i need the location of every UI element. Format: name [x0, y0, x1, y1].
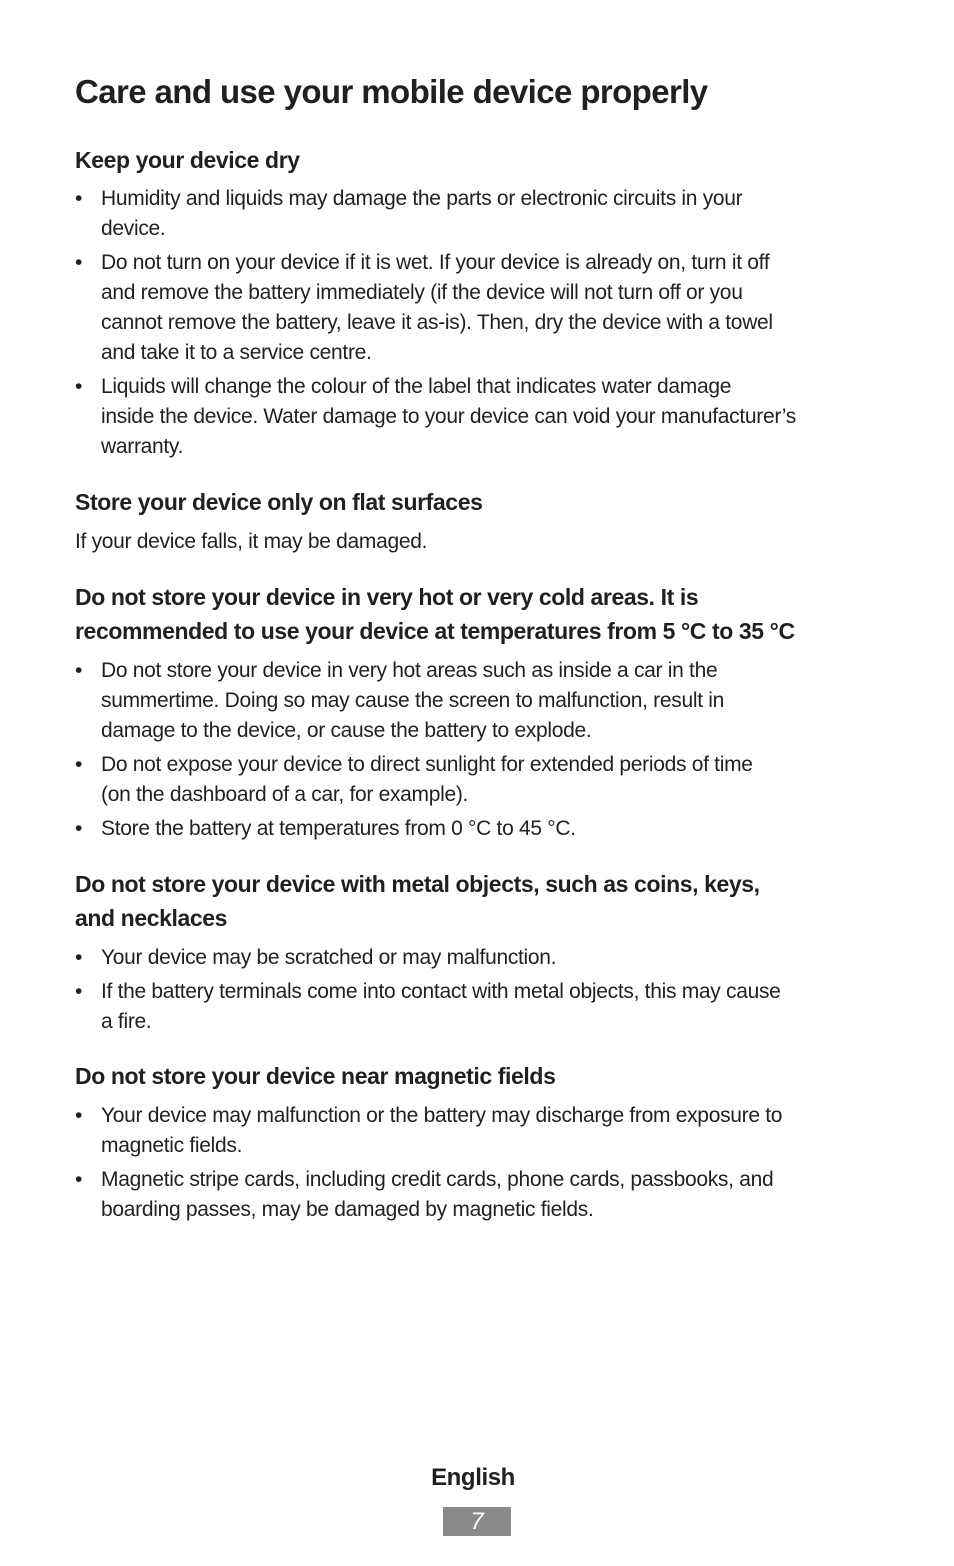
bullet-icon: •	[75, 817, 83, 840]
list-item-line: summertime. Doing so may cause the screen to malfunction, result in	[101, 689, 725, 712]
footer-language: English	[431, 1464, 515, 1491]
list-item-line: Store the battery at temperatures from 0 °C to 45 °C.	[101, 817, 576, 840]
list-item-line: damage to the device, or cause the battery to explode.	[101, 719, 592, 742]
list-item	[75, 977, 895, 1037]
bullet-icon: •	[75, 1168, 83, 1191]
list-item-line: Humidity and liquids may damage the parts or electronic circuits in your	[101, 187, 743, 210]
page-title: Care and use your mobile device properly	[75, 73, 708, 110]
section-heading-flat-surfaces	[75, 485, 482, 519]
bullet-list-magnetic-fields	[75, 1101, 895, 1229]
section-heading-line: Keep your device dry	[75, 147, 300, 173]
list-item-line: Do not store your device in very hot areas such as inside a car in the	[101, 659, 718, 682]
list-item-line: Your device may be scratched or may malfunction.	[101, 946, 557, 969]
bullet-icon: •	[75, 1104, 83, 1127]
bullet-icon: •	[75, 946, 83, 969]
section-heading-magnetic-fields	[75, 1059, 555, 1093]
section-heading-line: Do not store your device in very hot or very cold areas. It is	[75, 584, 699, 610]
list-item	[75, 1165, 895, 1225]
list-item	[75, 248, 895, 368]
list-item-line: Your device may malfunction or the battery may discharge from exposure to	[101, 1104, 783, 1127]
list-item-line: If the battery terminals come into contact with metal objects, this may cause	[101, 980, 781, 1003]
list-item-line: Do not turn on your device if it is wet. If your device is already on, turn it off	[101, 251, 770, 274]
section-heading-line: and necklaces	[75, 905, 228, 931]
list-item	[75, 814, 895, 844]
list-item-line: Magnetic stripe cards, including credit cards, phone cards, passbooks, and	[101, 1168, 774, 1191]
list-item-line: inside the device. Water damage to your device can void your manufacturer’s	[101, 405, 796, 428]
section-heading-metal-objects	[75, 867, 760, 935]
list-item	[75, 750, 895, 810]
list-item-line: cannot remove the battery, leave it as-is). Then, dry the device with a towel	[101, 311, 773, 334]
list-item-line: device.	[101, 217, 166, 240]
list-item-line: magnetic fields.	[101, 1134, 243, 1157]
section-heading-line: Do not store your device with metal objects, such as coins, keys,	[75, 871, 760, 897]
list-item	[75, 1101, 895, 1161]
list-item-line: boarding passes, may be damaged by magnetic fields.	[101, 1198, 594, 1221]
list-item-line: and take it to a service centre.	[101, 341, 372, 364]
bullet-icon: •	[75, 187, 83, 210]
bullet-icon: •	[75, 659, 83, 682]
list-item	[75, 656, 895, 746]
bullet-list-keep-dry	[75, 184, 895, 466]
section-heading-line: recommended to use your device at temperatures from 5 °C to 35 °C	[75, 618, 795, 644]
list-item	[75, 372, 895, 462]
bullet-icon: •	[75, 753, 83, 776]
section-heading-keep-dry	[75, 143, 300, 177]
bullet-icon: •	[75, 251, 83, 274]
list-item-line: (on the dashboard of a car, for example).	[101, 783, 469, 806]
list-item-line: Do not expose your device to direct sunlight for extended periods of time	[101, 753, 753, 776]
bullet-icon: •	[75, 375, 83, 398]
paragraph-flat-surfaces: If your device falls, it may be damaged.	[75, 530, 428, 553]
section-heading-line: Do not store your device near magnetic fields	[75, 1063, 556, 1089]
bullet-list-temperatures	[75, 656, 895, 848]
section-heading-line: Store your device only on flat surfaces	[75, 489, 483, 515]
list-item-line: Liquids will change the colour of the label that indicates water damage	[101, 375, 732, 398]
list-item-line: and remove the battery immediately (if the device will not turn off or you	[101, 281, 743, 304]
list-item	[75, 943, 895, 973]
bullet-list-metal-objects	[75, 943, 895, 1041]
list-item-line: warranty.	[101, 435, 184, 458]
bullet-icon: •	[75, 980, 83, 1003]
page-number: 7	[443, 1507, 511, 1536]
list-item-line: a fire.	[101, 1010, 152, 1033]
list-item	[75, 184, 895, 244]
section-heading-temperatures	[75, 580, 795, 648]
